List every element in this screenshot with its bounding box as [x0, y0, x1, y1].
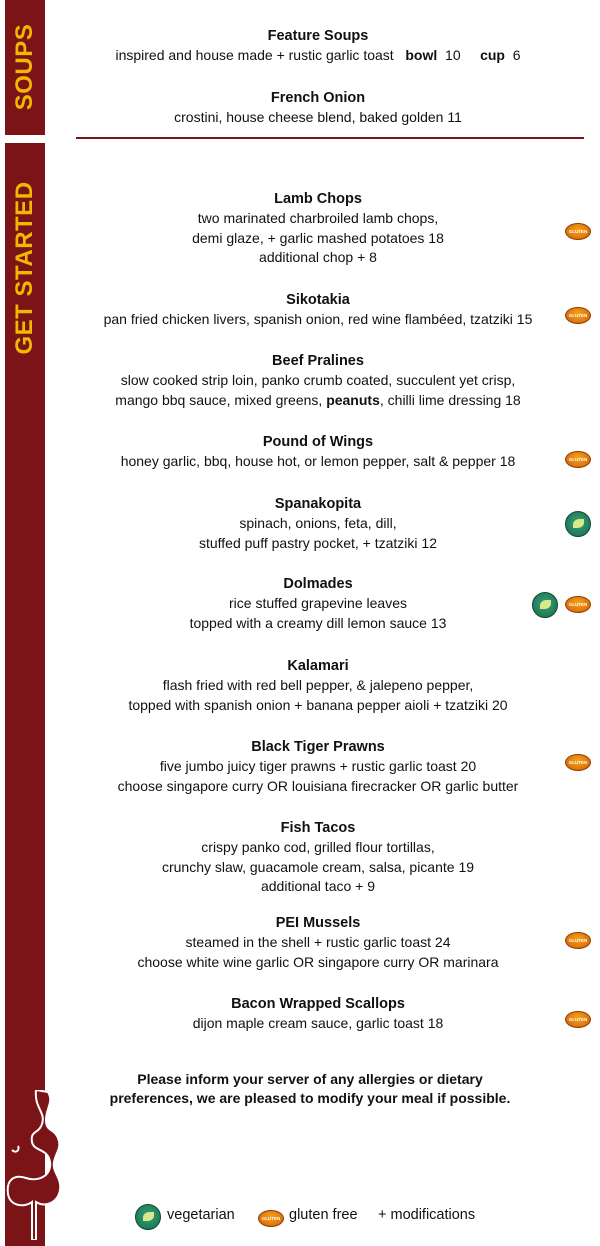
item-name: Spanakopita	[274, 496, 362, 512]
item-description: pan fried chicken livers, spanish onion, red wine flambéed, tzatziki 15	[103, 311, 533, 327]
item-name: Kalamari	[287, 658, 349, 674]
menu-item-spanakopita	[48, 494, 588, 553]
item-description: crunchy slaw, guacamole cream, salsa, picante 19	[161, 858, 475, 875]
menu-item-bacon-wrapped-scallops	[48, 994, 588, 1034]
item-description: dijon maple cream sauce, garlic toast 18	[192, 1015, 444, 1031]
sidebar-soups	[5, 0, 45, 135]
gluten-free-icon: GLUTEN	[565, 223, 591, 240]
cup-price: 6	[512, 47, 521, 63]
item-description: steamed in the shell + rustic garlic toast 24	[185, 934, 451, 950]
gluten-free-icon: GLUTEN	[565, 596, 591, 613]
item-description: crostini, house cheese blend, baked golden 11	[174, 109, 462, 125]
menu-item-sikotakia	[48, 290, 588, 330]
item-description: two marinated charbroiled lamb chops,	[197, 210, 439, 226]
menu-item-french-onion	[48, 88, 588, 128]
item-name: Beef Pralines	[272, 353, 364, 369]
item-description: stuffed puff pastry pocket, + tzatziki 12	[198, 534, 437, 551]
item-description: flash fried with red bell pepper, & jalepeno pepper,	[162, 677, 474, 693]
gluten-free-icon: GLUTEN	[565, 932, 591, 949]
vegetarian-icon	[565, 511, 591, 537]
gluten-free-icon: GLUTEN	[565, 307, 591, 324]
item-description: spinach, onions, feta, dill,	[239, 515, 397, 531]
item-description: additional chop + 8	[259, 249, 377, 265]
allergen-peanuts: peanuts	[326, 391, 380, 408]
legend-gluten-free: gluten free	[289, 1207, 358, 1223]
menu-item-feature-soups	[48, 26, 588, 66]
menu-item-black-tiger-prawns	[48, 737, 588, 796]
gluten-free-icon: GLUTEN	[565, 754, 591, 771]
sidebar-get-started	[5, 143, 45, 1246]
item-name: Sikotakia	[286, 292, 350, 308]
vegetarian-icon	[135, 1204, 161, 1230]
wine-splash-icon	[2, 1090, 64, 1240]
menu-item-lamb-chops	[48, 189, 588, 268]
item-name: Pound of Wings	[262, 434, 374, 450]
menu-item-fish-tacos	[48, 818, 588, 897]
item-description: topped with spanish onion + banana pepper aioli + tzatziki 20	[128, 696, 508, 713]
item-description: inspired and house made + rustic garlic toast bowl 10 cup 6	[115, 47, 521, 63]
item-description: additional taco + 9	[260, 878, 376, 894]
item-description: topped with a creamy dill lemon sauce 13	[189, 614, 447, 631]
vegetarian-icon	[532, 592, 558, 618]
bowl-label: bowl	[405, 47, 438, 63]
item-name: PEI Mussels	[275, 915, 361, 931]
item-description: demi glaze, + garlic mashed potatoes 18	[192, 229, 444, 246]
item-description: crispy panko cod, grilled flour tortillas,	[201, 839, 435, 855]
item-description: honey garlic, bbq, house hot, or lemon pepper, salt & pepper 18	[120, 453, 516, 469]
item-description: slow cooked strip loin, panko crumb coated, succulent yet crisp,	[120, 372, 516, 388]
item-name: French Onion	[270, 90, 366, 106]
item-description: choose singapore curry OR louisiana firecracker OR garlic butter	[117, 777, 519, 794]
legend-vegetarian: vegetarian	[167, 1207, 235, 1223]
gluten-free-icon: GLUTEN	[565, 1011, 591, 1028]
item-name: Black Tiger Prawns	[251, 739, 385, 755]
gluten-free-icon: GLUTEN	[258, 1210, 284, 1227]
section-divider	[76, 137, 584, 139]
legend-modifications: + modifications	[378, 1207, 476, 1223]
item-description: mango bbq sauce, mixed greens, peanuts, chilli lime dressing 18	[115, 391, 521, 408]
menu-item-pei-mussels	[48, 913, 588, 972]
menu-item-beef-pralines	[48, 351, 588, 410]
item-description: choose white wine garlic OR singapore curry OR marinara	[137, 953, 499, 970]
cup-label: cup	[480, 47, 505, 63]
item-name: Fish Tacos	[280, 820, 356, 836]
item-name: Lamb Chops	[274, 191, 362, 207]
item-name: Feature Soups	[267, 28, 369, 44]
item-description: five jumbo juicy tiger prawns + rustic garlic toast 20	[159, 758, 477, 774]
allergy-notice: Please inform your server of any allergies or dietary preferences, we are pleased to modify your meal if possible.	[109, 1071, 511, 1106]
item-name: Bacon Wrapped Scallops	[231, 996, 405, 1012]
item-name: Dolmades	[283, 576, 353, 592]
section-label-get-started: GET STARTED	[11, 181, 38, 355]
menu-item-kalamari	[48, 656, 588, 715]
menu-item-dolmades	[48, 574, 588, 633]
section-label-soups: SOUPS	[11, 23, 38, 111]
item-description: rice stuffed grapevine leaves	[229, 595, 407, 611]
bowl-price: 10	[445, 47, 461, 63]
menu-item-pound-of-wings	[48, 432, 588, 472]
gluten-free-icon: GLUTEN	[565, 451, 591, 468]
